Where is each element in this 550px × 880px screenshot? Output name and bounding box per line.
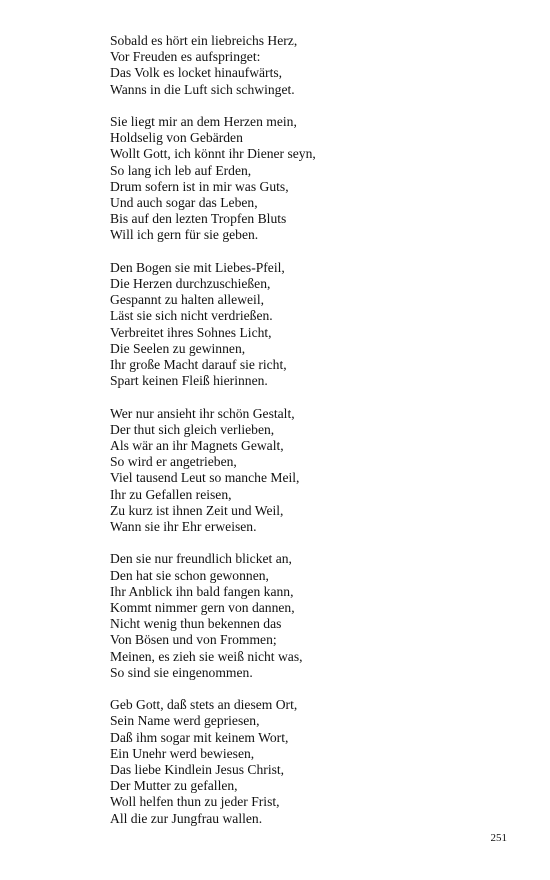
poem-line: Vor Freuden es aufspringet: xyxy=(110,49,261,65)
poem-line: Verbreitet ihres Sohnes Licht, xyxy=(110,324,272,340)
poem-line: Will ich gern für sie geben. xyxy=(110,227,259,243)
stanza xyxy=(110,406,510,536)
poem-line: Wollt Gott, ich könnt ihr Diener seyn, xyxy=(110,146,316,162)
poem-line: Ihr Anblick ihn bald fangen kann, xyxy=(110,583,294,599)
poem-line: Als wär an ihr Magnets Gewalt, xyxy=(110,438,284,454)
poem-line: Ihr große Macht darauf sie richt, xyxy=(110,357,287,373)
poem-line: Sein Name werd gepriesen, xyxy=(110,713,260,729)
poem-line: Kommt nimmer gern von dannen, xyxy=(110,600,295,616)
poem-line: So sind sie eingenommen. xyxy=(110,664,253,680)
poem-line: Das Volk es locket hinaufwärts, xyxy=(110,65,283,81)
stanza xyxy=(110,260,510,390)
poem-line: Daß ihm sogar mit keinem Wort, xyxy=(110,729,289,745)
poem-line: Ein Unehr werd bewiesen, xyxy=(110,745,255,761)
poem-line: Der Mutter zu gefallen, xyxy=(110,778,238,794)
poem-line: Meinen, es zieh sie weiß nicht was, xyxy=(110,648,303,664)
poem-line: Ihr zu Gefallen reisen, xyxy=(110,486,232,502)
poem-line: Der thut sich gleich verlieben, xyxy=(110,421,275,437)
poem-line: Spart keinen Fleiß hierinnen. xyxy=(110,373,268,389)
poem-line: Läst sie sich nicht verdrießen. xyxy=(110,308,273,324)
poem-line: Geb Gott, daß stets an diesem Ort, xyxy=(110,697,298,713)
poem-line: Den hat sie schon gewonnen, xyxy=(110,567,269,583)
poem-text xyxy=(110,33,510,843)
page-number: 251 xyxy=(490,832,507,844)
poem-line: So lang ich leb auf Erden, xyxy=(110,162,252,178)
poem-line: Wanns in die Luft sich schwinget. xyxy=(110,81,295,97)
stanza xyxy=(110,114,510,244)
poem-line: Drum sofern ist in mir was Guts, xyxy=(110,178,289,194)
poem-line: Den sie nur freundlich blicket an, xyxy=(110,551,292,567)
poem-line: Wann sie ihr Ehr erweisen. xyxy=(110,519,257,535)
poem-line: Zu kurz ist ihnen Zeit und Weil, xyxy=(110,502,284,518)
stanza xyxy=(110,697,510,827)
poem-line: Holdselig von Gebärden xyxy=(110,130,243,146)
poem-line: Nicht wenig thun bekennen das xyxy=(110,616,282,632)
poem-line: Und auch sogar das Leben, xyxy=(110,195,258,211)
poem-line: Gespannt zu halten alleweil, xyxy=(110,292,265,308)
stanza xyxy=(110,33,510,98)
poem-line: So wird er angetrieben, xyxy=(110,454,237,470)
poem-line: Sie liegt mir an dem Herzen mein, xyxy=(110,114,297,129)
poem-line: Wer nur ansieht ihr schön Gestalt, xyxy=(110,405,295,421)
stanza xyxy=(110,551,510,681)
poem-line: Woll helfen thun zu jeder Frist, xyxy=(110,794,280,810)
poem-line: Bis auf den lezten Tropfen Bluts xyxy=(110,211,287,227)
poem-line: Sobald es hört ein liebreichs Herz, xyxy=(110,33,298,48)
poem-line: Den Bogen sie mit Liebes-Pfeil, xyxy=(110,259,285,275)
poem-line: Viel tausend Leut so manche Meil, xyxy=(110,470,300,486)
poem-line: Von Bösen und von Frommen; xyxy=(110,632,277,648)
poem-line: Das liebe Kindlein Jesus Christ, xyxy=(110,762,285,778)
poem-line: All die zur Jungfrau wallen. xyxy=(110,810,263,826)
poem-line: Die Seelen zu gewinnen, xyxy=(110,340,246,356)
poem-line: Die Herzen durchzuschießen, xyxy=(110,276,271,292)
